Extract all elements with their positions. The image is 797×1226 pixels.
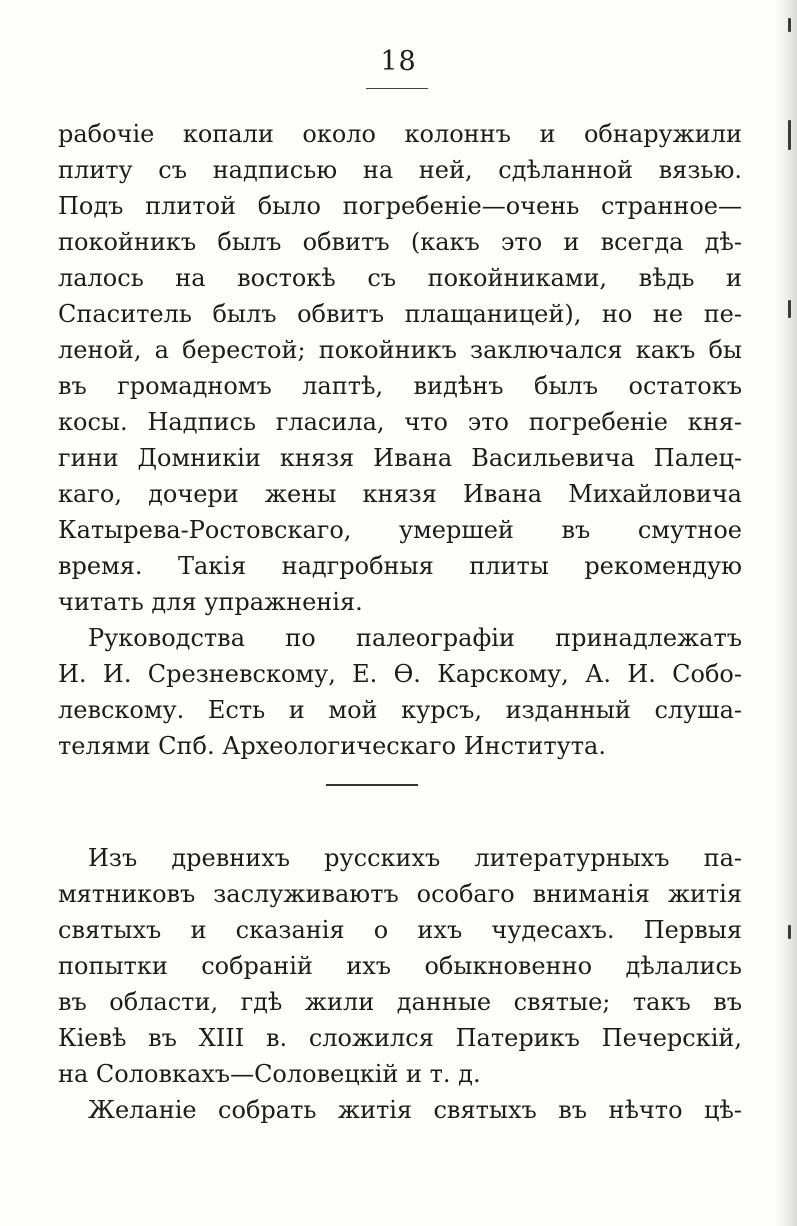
text-line: косы. Надпись гласила, что это погребеніе кня- bbox=[58, 408, 742, 436]
edge-speck bbox=[788, 18, 791, 32]
edge-speck bbox=[788, 925, 791, 939]
text-line: Изъ древнихъ русскихъ литературныхъ па- bbox=[88, 844, 742, 872]
text-line: въ области, гдѣ жили данные святые; такъ въ bbox=[58, 988, 742, 1016]
text-line: плиту съ надписью на ней, сдѣланной вязью. bbox=[58, 156, 742, 184]
text-line: гини Домникіи князя Ивана Васильевича Палец- bbox=[58, 444, 742, 472]
text-line: лалось на востокѣ съ покойниками, вѣдь и bbox=[58, 264, 742, 292]
text-line: на Соловкахъ—Соловецкій и т. д. bbox=[58, 1060, 481, 1088]
text-line: попытки собраній ихъ обыкновенно дѣлались bbox=[58, 952, 742, 980]
text-line: леной, а берестой; покойникъ заключался какъ бы bbox=[58, 336, 742, 364]
text-line: И. И. Срезневскому, Е. Ѳ. Карскому, А. И. Собо- bbox=[58, 660, 742, 688]
text-line: Руководства по палеографіи принадлежатъ bbox=[88, 624, 742, 652]
text-line: левскому. Есть и мой курсъ, изданный слуша- bbox=[58, 696, 742, 724]
text-line: читать для упражненія. bbox=[58, 588, 363, 616]
text-line: рабочіе копали около колоннъ и обнаружили bbox=[58, 120, 742, 148]
text-line: Желаніе собрать житія святыхъ въ нѣчто цѣ- bbox=[88, 1096, 742, 1124]
text-line: телями Спб. Археологическаго Института. bbox=[58, 732, 606, 760]
section-divider bbox=[326, 784, 418, 786]
page-number-rule bbox=[366, 88, 428, 89]
text-line: Катырева-Ростовскаго, умершей въ смутное bbox=[58, 516, 742, 544]
text-line: Кіевѣ въ XIII в. сложился Патерикъ Печерскій, bbox=[58, 1024, 742, 1052]
page-edge-shadow bbox=[775, 0, 797, 1226]
text-line: покойникъ былъ обвитъ (какъ это и всегда дѣ- bbox=[58, 228, 742, 256]
text-line: Спаситель былъ обвитъ плащаницей), но не пе- bbox=[58, 300, 742, 328]
text-line: въ громадномъ лаптѣ, видѣнъ былъ остатокъ bbox=[58, 372, 742, 400]
edge-speck bbox=[788, 120, 791, 150]
edge-speck bbox=[788, 300, 791, 318]
page-number: 18 bbox=[380, 46, 417, 77]
text-line: каго, дочери жены князя Ивана Михайловича bbox=[58, 480, 742, 508]
text-line: Подъ плитой было погребеніе—очень странное— bbox=[58, 192, 742, 220]
text-line: святыхъ и сказанія о ихъ чудесахъ. Первыя bbox=[58, 916, 742, 944]
text-line: время. Такія надгробныя плиты рекомендую bbox=[58, 552, 742, 580]
text-line: мятниковъ заслуживаютъ особаго вниманія житія bbox=[58, 880, 742, 908]
